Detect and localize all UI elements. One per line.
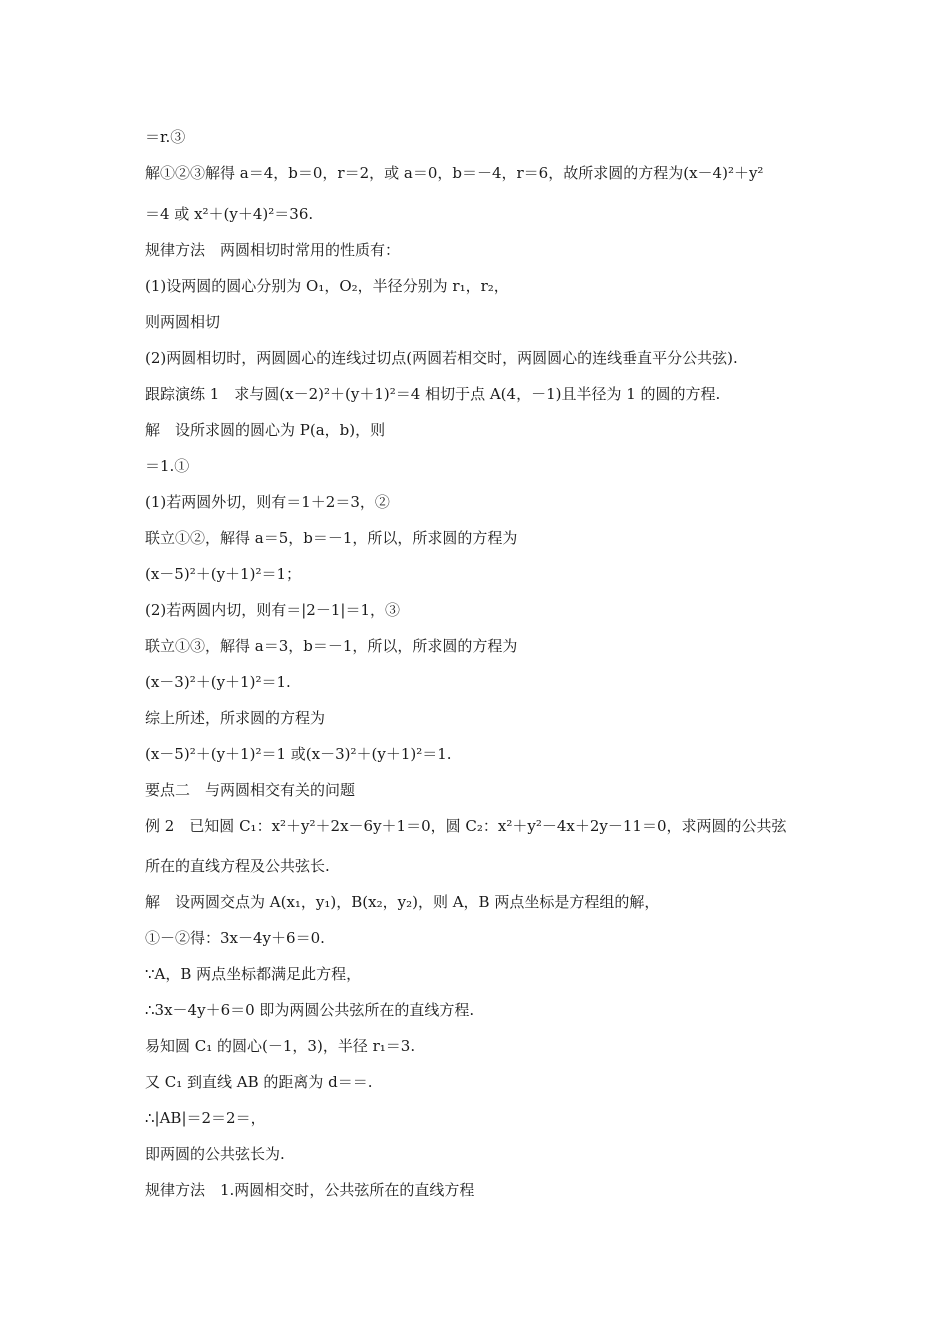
text-line-11: (1)若两圆外切，则有＝1＋2＝3，② (145, 493, 390, 511)
text-line-1: ＝r.③ (145, 128, 186, 146)
text-line-19: 要点二 与两圆相交有关的问题 (145, 781, 356, 799)
text-line-9: 解 设所求圆的圆心为 P(a，b)，则 (145, 421, 386, 439)
text-line-6: 则两圆相切 (145, 313, 221, 331)
text-line-30: 规律方法 1.两圆相交时，公共弦所在的直线方程 (145, 1181, 475, 1199)
text-line-21: 所在的直线方程及公共弦长. (145, 857, 330, 875)
text-line-7: (2)两圆相切时，两圆圆心的连线过切点(两圆若相交时，两圆圆心的连线垂直平分公共弦). (145, 349, 738, 367)
text-line-10: ＝1.① (145, 457, 190, 475)
text-line-23: ①－②得：3x－4y＋6＝0. (145, 929, 325, 947)
text-line-24: ∵A，B 两点坐标都满足此方程， (145, 965, 362, 983)
text-line-13: (x－5)²＋(y＋1)²＝1； (145, 565, 301, 583)
text-line-29: 即两圆的公共弦长为. (145, 1145, 285, 1163)
text-line-5: (1)设两圆的圆心分别为 O₁，O₂，半径分别为 r₁，r₂， (145, 277, 509, 295)
text-line-17: 综上所述，所求圆的方程为 (145, 709, 326, 727)
text-line-22: 解 设两圆交点为 A(x₁，y₁)，B(x₂，y₂)，则 A，B 两点坐标是方程组的解， (145, 893, 660, 911)
text-line-28: ∴|AB|＝2＝2＝， (145, 1109, 266, 1127)
text-line-26: 易知圆 C₁ 的圆心(－1，3)，半径 r₁＝3. (145, 1037, 416, 1055)
text-line-16: (x－3)²＋(y＋1)²＝1. (145, 673, 291, 691)
text-line-20: 例 2 已知圆 C₁：x²＋y²＋2x－6y＋1＝0，圆 C₂：x²＋y²－4x＋2y－11＝0，求两圆的公共弦 (145, 817, 787, 835)
text-line-3: ＝4 或 x²＋(y＋4)²＝36. (145, 205, 314, 223)
text-line-8: 跟踪演练 1 求与圆(x－2)²＋(y＋1)²＝4 相切于点 A(4，－1)且半径为 1 的圆的方程. (145, 385, 721, 403)
text-line-2: 解①②③解得 a＝4，b＝0，r＝2，或 a＝0，b＝－4，r＝6，故所求圆的方程为(x－4)²＋y² (145, 164, 764, 182)
text-line-15: 联立①③，解得 a＝3，b＝－1，所以，所求圆的方程为 (145, 637, 518, 655)
text-line-27: 又 C₁ 到直线 AB 的距离为 d＝＝. (145, 1073, 373, 1091)
text-line-14: (2)若两圆内切，则有＝|2－1|＝1，③ (145, 601, 400, 619)
text-line-4: 规律方法 两圆相切时常用的性质有： (145, 241, 401, 259)
text-line-25: ∴3x－4y＋6＝0 即为两圆公共弦所在的直线方程. (145, 1001, 475, 1019)
text-line-12: 联立①②，解得 a＝5，b＝－1，所以，所求圆的方程为 (145, 529, 518, 547)
text-line-18: (x－5)²＋(y＋1)²＝1 或(x－3)²＋(y＋1)²＝1. (145, 745, 452, 763)
